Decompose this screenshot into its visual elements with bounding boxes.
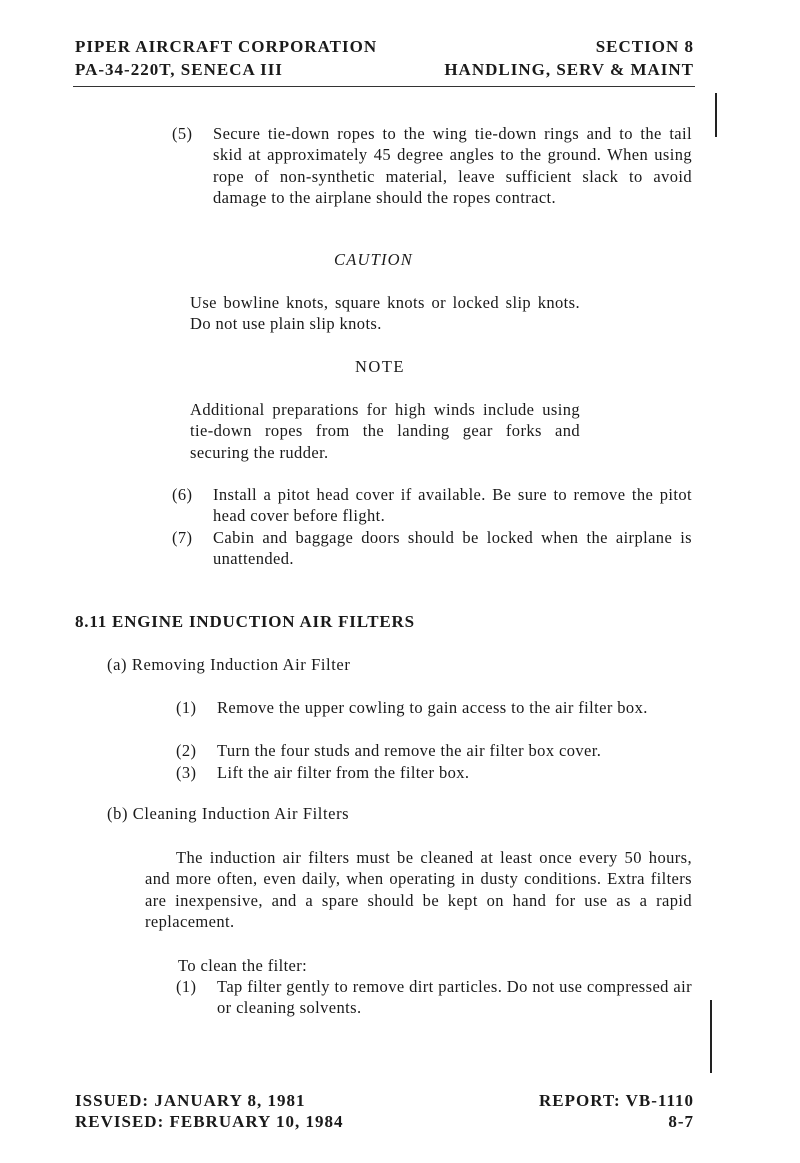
header-model: PA-34-220T, SENECA III: [75, 60, 283, 79]
note-title: NOTE: [355, 357, 405, 376]
footer-issued: ISSUED: JANUARY 8, 1981: [75, 1091, 306, 1110]
cleaning-step-1: [176, 976, 692, 1019]
item-number: (3): [176, 763, 197, 782]
caution-title: CAUTION: [334, 250, 413, 269]
item-text: Install a pitot head cover if available. Be sure to remove the pitot head cover before flight.: [213, 485, 692, 526]
item-number: (1): [176, 977, 197, 996]
header-section-title: HANDLING, SERV & MAINT: [444, 60, 694, 79]
footer-report: REPORT: VB-1110: [539, 1091, 694, 1110]
item-text: Tap filter gently to remove dirt particles. Do not use compressed air or cleaning solvents.: [217, 977, 692, 1018]
header-section: SECTION 8: [595, 37, 694, 56]
item-text: Cabin and baggage doors should be locked when the airplane is unattended.: [213, 528, 692, 569]
item-number: (1): [176, 698, 197, 717]
caution-text: Use bowline knots, square knots or locked slip knots. Do not use plain slip knots.: [190, 293, 580, 334]
to-clean-label: To clean the filter:: [178, 956, 308, 975]
item-number: (2): [176, 741, 197, 760]
cleaning-paragraph: The induction air filters must be cleaned at least once every 50 hours, and more often, even daily, when operating in dusty conditions. Extra filters are inexpensive, and a spare should be kept on hand for use as a rapid replacement.: [145, 848, 692, 931]
removal-step-2: [176, 740, 692, 761]
tiedown-item-6: [172, 484, 692, 527]
subsection-a-title: (a) Removing Induction Air Filter: [107, 655, 351, 674]
item-text: Secure tie-down ropes to the wing tie-down rings and to the tail skid at approximately 45 degree angles to the ground. When using rope of non-synthetic material, leave sufficient slack to avoid damage to the airplane should the ropes contract.: [213, 124, 692, 207]
item-text: Turn the four studs and remove the air filter box cover.: [217, 741, 602, 760]
header-rule: [73, 86, 695, 87]
removal-step-3: [176, 762, 692, 783]
tiedown-item-5: [172, 123, 692, 208]
revision-bar: [710, 1000, 712, 1073]
item-text: Remove the upper cowling to gain access to the air filter box.: [217, 698, 648, 717]
subsection-b-title: (b) Cleaning Induction Air Filters: [107, 804, 350, 823]
item-number: (5): [172, 124, 193, 143]
footer-revised: REVISED: FEBRUARY 10, 1984: [75, 1112, 344, 1131]
item-text: Lift the air filter from the filter box.: [217, 763, 470, 782]
section-heading: 8.11 ENGINE INDUCTION AIR FILTERS: [75, 612, 415, 631]
revision-bar: [715, 93, 717, 137]
header-company: PIPER AIRCRAFT CORPORATION: [75, 37, 378, 56]
item-number: (7): [172, 528, 193, 547]
item-number: (6): [172, 485, 193, 504]
removal-step-1: [176, 697, 692, 718]
note-text: Additional preparations for high winds include using tie-down ropes from the landing gear forks and securing the rudder.: [190, 400, 580, 462]
tiedown-item-7: [172, 527, 692, 570]
footer-page-number: 8-7: [668, 1112, 694, 1131]
